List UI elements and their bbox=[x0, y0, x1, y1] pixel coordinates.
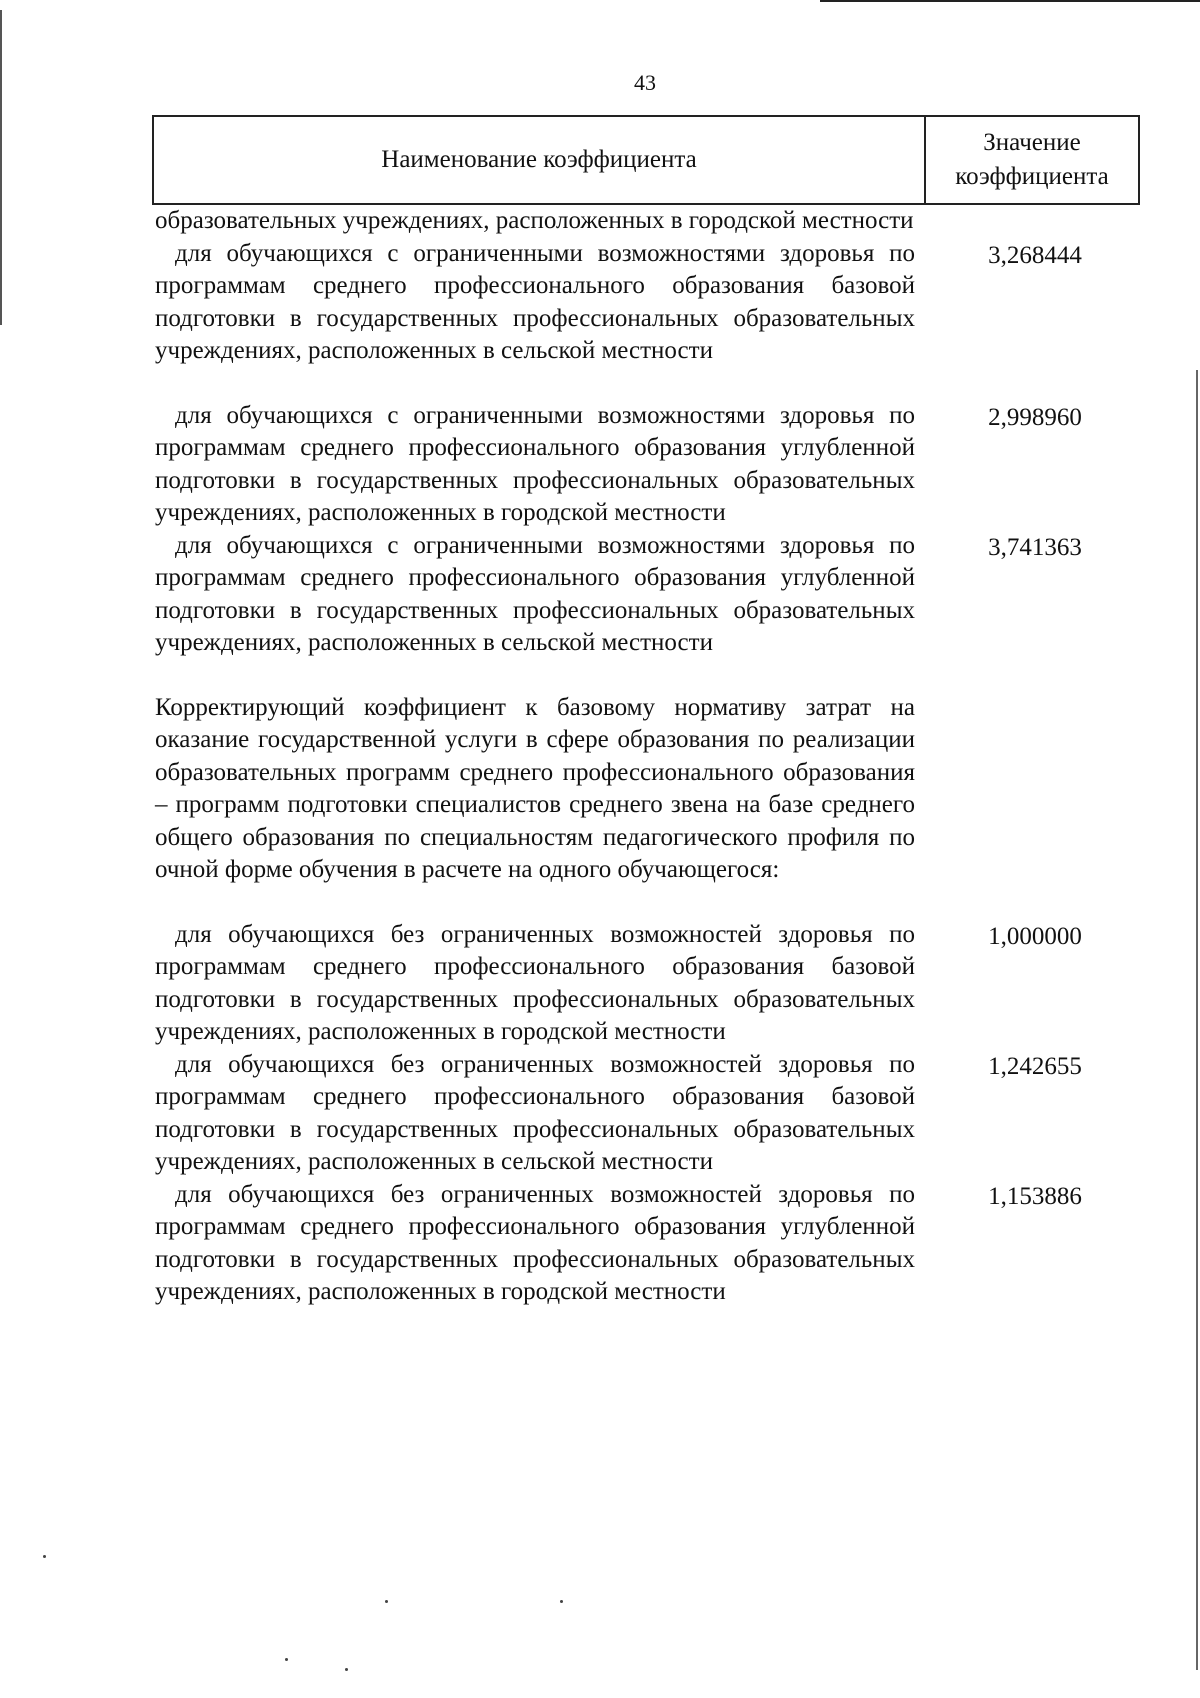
row-value: 3,741363 bbox=[988, 533, 1082, 561]
header-name-column: Наименование коэффициента bbox=[154, 117, 926, 203]
scan-speck bbox=[285, 1658, 288, 1661]
row-text: для обучающихся с ограниченными возможностями здоровья по программам среднего профессионального образования базовой подготовки в государственных профессиональных образовательных учреждениях, расположенных в сельской местности bbox=[155, 239, 915, 364]
page-number: 43 bbox=[634, 70, 656, 95]
table-header bbox=[152, 115, 1140, 205]
scan-speck bbox=[385, 1600, 388, 1603]
scan-speck bbox=[43, 1555, 46, 1558]
scan-speck bbox=[345, 1668, 348, 1671]
scan-border-left bbox=[0, 10, 2, 325]
table-row bbox=[155, 205, 1155, 238]
row-text: для обучающихся с ограниченными возможностями здоровья по программам среднего профессионального образования углубленной подготовки в государственных профессиональных образовательных учреждениях, расположенных в сельской местности bbox=[155, 531, 915, 656]
row-text: для обучающихся с ограниченными возможностями здоровья по программам среднего профессионального образования углубленной подготовки в государственных профессиональных образовательных учреждениях, расположенных в городской местности bbox=[155, 401, 915, 526]
row-value: 1,000000 bbox=[988, 922, 1082, 950]
scan-border-right bbox=[1196, 370, 1198, 1670]
section-heading-text: Корректирующий коэффициент к базовому нормативу затрат на оказание государственной услуги в сфере образования по реализации образовательных программ среднего профессионального образования – программ подготовки специалистов среднего звена на базе среднего общего образования по специальностям педагогического профиля по очной форме обучения в расчете на одного обучающегося: bbox=[155, 693, 915, 883]
header-value-column: Значение коэффициента bbox=[955, 129, 1109, 190]
row-value bbox=[915, 692, 1155, 694]
table-row bbox=[155, 238, 1155, 368]
table-row bbox=[155, 919, 1155, 1049]
row-text: для обучающихся без ограниченных возможностей здоровья по программам среднего профессионального образования базовой подготовки в государственных профессиональных образовательных учреждениях, расположенных в сельской местности bbox=[155, 1050, 915, 1175]
row-text: для обучающихся без ограниченных возможностей здоровья по программам среднего профессионального образования углубленной подготовки в государственных профессиональных образовательных учреждениях, расположенных в городской местности bbox=[155, 1180, 915, 1305]
coefficient-table-body bbox=[155, 205, 1155, 1309]
row-value: 1,153886 bbox=[988, 1182, 1082, 1210]
scan-border-top bbox=[820, 0, 1200, 2]
section-heading-row bbox=[155, 692, 1155, 887]
row-value: 3,268444 bbox=[988, 241, 1082, 269]
scan-speck bbox=[560, 1600, 563, 1603]
row-text: для обучающихся без ограниченных возможностей здоровья по программам среднего профессионального образования базовой подготовки в государственных профессиональных образовательных учреждениях, расположенных в городской местности bbox=[155, 920, 915, 1045]
table-row bbox=[155, 530, 1155, 660]
table-row bbox=[155, 400, 1155, 530]
table-row bbox=[155, 1179, 1155, 1309]
row-value: 2,998960 bbox=[988, 403, 1082, 431]
row-text: образовательных учреждениях, расположенных в городской местности bbox=[155, 207, 914, 234]
row-value bbox=[915, 205, 1155, 207]
table-row bbox=[155, 1049, 1155, 1179]
row-value: 1,242655 bbox=[988, 1052, 1082, 1080]
